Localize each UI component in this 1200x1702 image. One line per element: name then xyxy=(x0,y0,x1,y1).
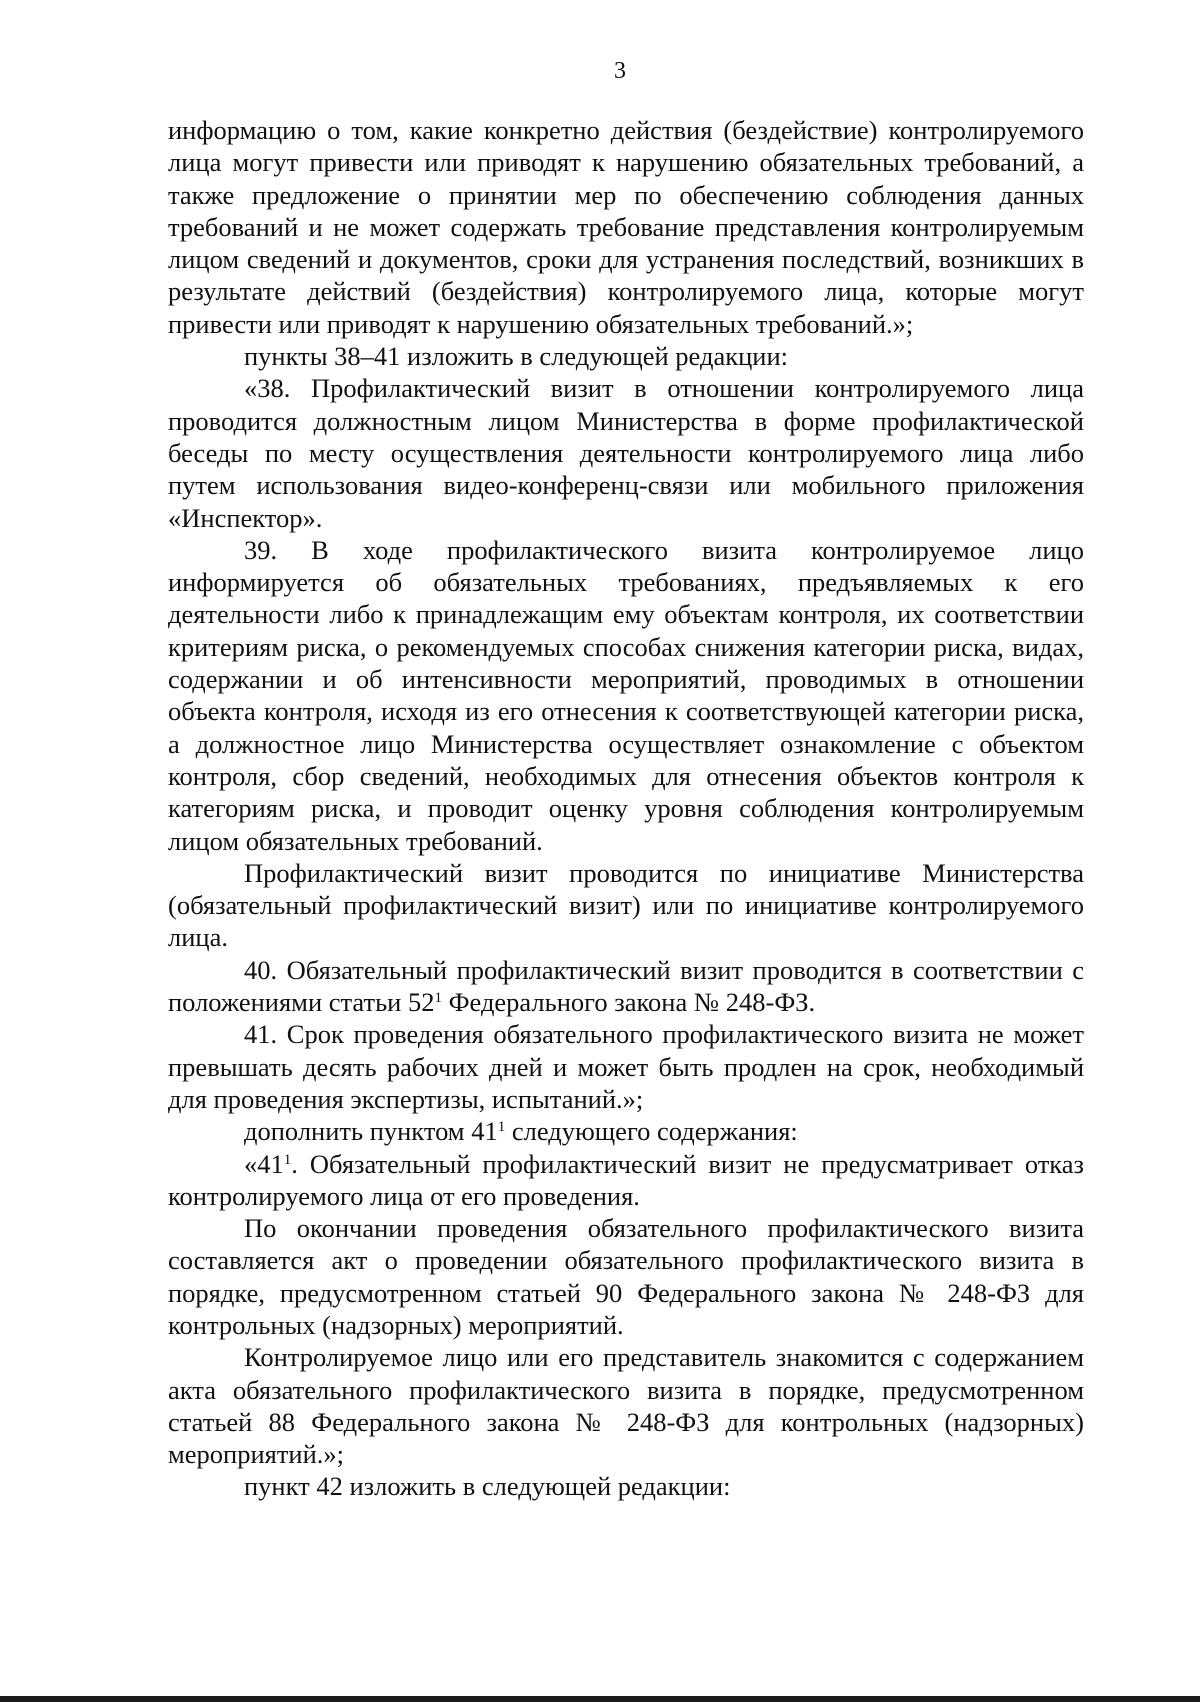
paragraph: 39. В ходе профилактического визита контролируемое лицо информируется об обязательных требованиях, предъявляемых к его деятельности либо к принадлежащим ему объектам контроля, их соответствии критериям риска, о рекомендуемых способах снижения категории риска, видах, содержании и об интенсивности мероприятий, проводимых в отношении объекта контроля, исходя из его отнесения к соответствующей категории риска, а должностное лицо Министерства осуществляет ознакомление с объектом контроля, сбор сведений, необходимых для отнесения объектов контроля к категориям риска, и проводит оценку уровня соблюдения контролируемым лицом обязательных требований. xyxy=(168,534,1084,856)
superscript: 1 xyxy=(283,1151,292,1168)
paragraph-text: 40. Обязательный профилактический визит проводится в соответствии с положениями статьи 52 xyxy=(168,954,1084,1018)
paragraph xyxy=(168,954,1084,1019)
paragraph xyxy=(168,1148,1084,1213)
paragraph-text: . Обязательный профилактический визит не предусматривает отказ контролируемого лица от его проведения. xyxy=(168,1148,1084,1211)
superscript: 1 xyxy=(434,990,442,1007)
document-body xyxy=(168,114,1084,1503)
paragraph-text: дополнить пунктом 41 xyxy=(244,1116,498,1147)
paragraph: пункт 42 изложить в следующей редакции: xyxy=(244,1471,731,1502)
paragraph-text: Федерального закона № 248-ФЗ. xyxy=(441,987,816,1018)
paragraph: 41. Срок проведения обязательного профилактического визита не может превышать десять рабочих дней и может быть продлен на срок, необходимый для проведения экспертизы, испытаний.»; xyxy=(168,1019,1084,1114)
paragraph-text: следующего содержания: xyxy=(505,1116,798,1147)
paragraph-text: «41 xyxy=(244,1148,284,1179)
paragraph: Профилактический визит проводится по инициативе Министерства (обязательный профилактический визит) или по инициативе контролируемого лица. xyxy=(168,857,1084,953)
paragraph: «38. Профилактический визит в отношении контролируемого лица проводится должностным лицом Министерства в форме профилактической беседы по месту осуществления деятельности контролируемого лица либо путем использования видео-конференц-связи или мобильного приложения «Инспектор». xyxy=(168,373,1084,533)
paragraph: информацию о том, какие конкретно действия (бездействие) контролируемого лица могут привести или приводят к нарушению обязательных требований, а также предложение о принятии мер по обеспечению соблюдения данных требований и не может содержать требование представления контролируемым лицом сведений и документов, сроки для устранения последствий, возникших в результате действий (бездействия) контролируемого лица, которые могут привести или приводят к нарушению обязательных требований.»; xyxy=(168,115,1084,339)
paragraph: пункты 38–41 изложить в следующей редакции: xyxy=(244,341,789,372)
page-number: 3 xyxy=(614,58,626,84)
paragraph xyxy=(168,1115,1084,1147)
paragraph: По окончании проведения обязательного профилактического визита составляется акт о проведении обязательного профилактического визита в порядке, предусмотренном статьей 90 Федерального закона № 248-ФЗ для контрольных (надзорных) мероприятий. xyxy=(168,1213,1084,1340)
paragraph: Контролируемое лицо или его представитель знакомится с содержанием акта обязательного профилактического визита в порядке, предусмотренном статьей 88 Федерального закона № 248-ФЗ для контрольных (надзорных) мероприятий.»; xyxy=(168,1342,1084,1470)
scan-edge-border xyxy=(0,1696,1200,1702)
superscript: 1 xyxy=(497,1119,506,1136)
